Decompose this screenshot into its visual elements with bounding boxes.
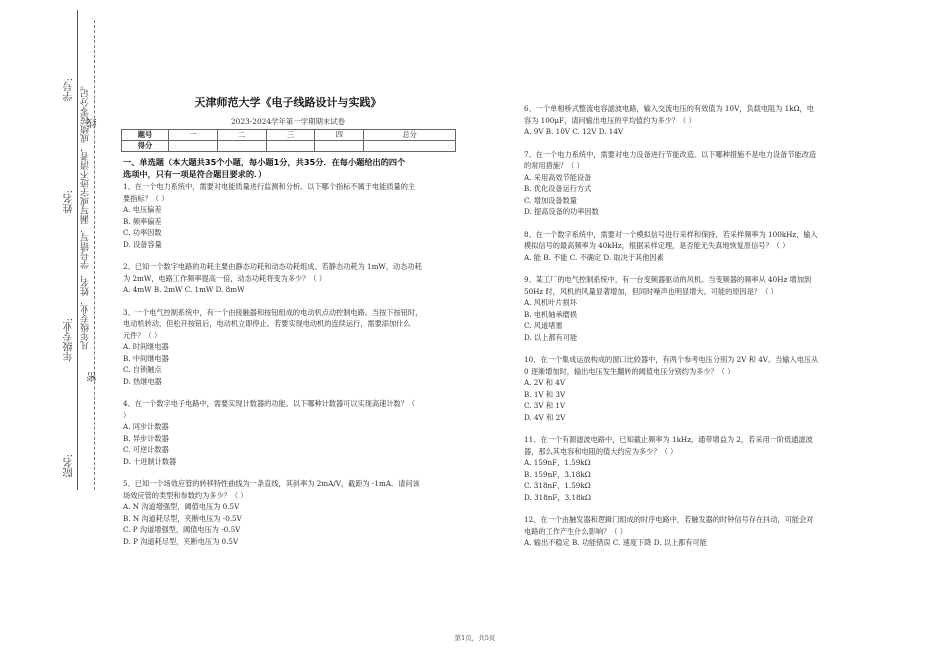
question-stem-line: 2、已知一个数字电路的功耗主要由静态功耗和动态功耗组成。若静态功耗为 1mW，动态功耗 — [123, 262, 422, 271]
question-stem-line: 3、一个电气控制系统中，有一个由接触器和按钮组成的电动机点动控制电路。当按下按钮时， — [123, 307, 423, 317]
answer-option: A. 4mW B. 2mW C. 1mW D. 8mW — [123, 285, 245, 294]
answer-option: A. 159nF，1.59kΩ — [524, 458, 591, 467]
seal-dashed-line — [94, 20, 95, 490]
question-stem-line: 容为 100μF，请问输出电压的平均值约为多少？（ ） — [524, 115, 696, 125]
answer-option: A. 同步计数器 — [123, 422, 169, 431]
answer-option: C. 增加设备数量 — [524, 195, 577, 205]
answer-option: A. 时间继电器 — [123, 342, 169, 351]
answer-option: D. P 沟道耗尽型，夹断电压为 0.5V — [123, 536, 239, 546]
question-stem-line: 4、在一个数字电子电路中，需要实现计数器的功能。以下哪种计数器可以实现高速计数？（ — [123, 399, 416, 408]
question — [123, 479, 453, 547]
answer-option: C. 可逆计数器 — [123, 445, 169, 454]
answer-option: B. 频率偏差 — [123, 216, 162, 226]
question-stem-line: 9、某工厂的电气控制系统中，有一台变频器驱动的风机。当变频器的频率从 40Hz 增加到 — [524, 275, 812, 284]
question — [123, 308, 453, 388]
answer-option: C. 318nF，1.59kΩ — [524, 481, 591, 490]
answer-option: D. 4V 和 2V — [524, 412, 566, 422]
exam-title: 天津师范大学《电子线路设计与实践》 — [194, 96, 382, 109]
score-header-cell: 总分 — [364, 130, 456, 141]
question-stem-line: 电路的工作产生什么影响？（ ） — [524, 526, 627, 536]
question-stem-line: 模拟信号的最高频率为 40kHz，根据采样定理，是否能无失真地恢复原信号？（ ） — [524, 241, 790, 250]
score-cell — [266, 141, 315, 152]
score-header-cell: 三 — [266, 130, 315, 141]
answer-option: A. 电压偏差 — [123, 205, 162, 214]
binding-line — [77, 10, 78, 490]
score-row-label: 得分 — [122, 141, 169, 152]
question-stem-line: 1、在一个电力系统中，需要对电能质量进行监测和分析。以下哪个指标不属于电能质量的主 — [123, 182, 416, 191]
binding-margin — [0, 0, 105, 672]
answer-option: C. 风道堵塞 — [524, 321, 563, 330]
question-stem-line: 为 2mW，电路工作频率提高一倍，动态功耗将变为多少？（ ） — [123, 273, 327, 283]
answer-option: A. 9V B. 10V C. 12V D. 14V — [524, 127, 624, 136]
question-stem-line: 元件？（ ） — [123, 330, 162, 340]
answer-option: C. P 沟道增强型，阈值电压为 -0.5V — [123, 525, 241, 534]
page-footer: 第1页，共5页 — [454, 634, 496, 642]
answer-option: B. 1V 和 3V — [524, 389, 566, 399]
answer-option: B. 电机轴承磨损 — [524, 309, 577, 319]
score-value-row — [122, 141, 456, 152]
question — [524, 435, 864, 503]
question — [524, 104, 864, 138]
answer-option: D. 318nF，3.18kΩ — [524, 492, 591, 502]
score-header-cell: 题号 — [122, 130, 169, 141]
question-stem-line: 10、在一个集成运放构成的窗口比较器中，有两个参考电压分别为 2V 和 4V。当输入电压从 — [524, 355, 819, 364]
answer-option: A. 能 B. 不能 C. 不确定 D. 取决于其他因素 — [524, 252, 664, 262]
section-heading — [123, 156, 458, 180]
answer-option: A. 风机叶片损坏 — [524, 298, 577, 307]
question-stem-line: 50Hz 时，风机的风量显著增加，但同时噪声也明显增大。可能的原因是？（ ） — [524, 286, 778, 296]
answer-option: A. 采用高效节能设备 — [524, 172, 592, 182]
answer-option: D. 设备容量 — [123, 239, 162, 249]
question-stem-line: ） — [123, 410, 131, 420]
question — [123, 262, 453, 296]
score-table — [121, 129, 456, 152]
class-label: 年级专业: — [64, 318, 75, 362]
question-stem-line: 电动机转动，但松开按钮后，电动机立即停止。若要实现电动机的连续运行，需要添加什么 — [123, 319, 411, 328]
seal-notice: 凡年级专业、姓名、学号错写、漏写或字迹不清者，成绩按零分记。 — [81, 80, 91, 350]
seal-mark-line: 线 — [88, 118, 99, 128]
answer-option: B. 优化设备运行方式 — [524, 184, 592, 193]
question-stem-line: 0 逐渐增加时，输出电压发生翻转的阈值电压分别约为多少？（ ） — [524, 366, 735, 376]
question-stem-line: 11、在一个有源滤波电路中，已知截止频率为 1kHz，通带增益为 2，若采用一阶低通滤波 — [524, 435, 813, 444]
question-stem-line: 要指标？（ ） — [123, 193, 169, 203]
answer-option: C. 3V 和 1V — [524, 401, 566, 410]
question — [524, 515, 864, 549]
college-label: 院名: — [64, 454, 75, 478]
question-stem-line: 5、已知一个场效应管的转移特性曲线为一条直线，其斜率为 2mA/V，截距为 -1mA。请问该 — [123, 479, 420, 488]
question-stem-line: 8、在一个数字系统中，需要对一个模拟信号进行采样和保持，若采样频率为 100kHz，输入 — [524, 229, 818, 239]
student-name-label: 姓名: — [64, 190, 75, 214]
answer-option: B. 异步计数器 — [123, 433, 169, 443]
score-header-row — [122, 130, 456, 141]
right-question-column — [524, 104, 864, 561]
exam-subtitle: 2023-2024学年第一学期期末试卷 — [230, 117, 346, 126]
section-heading-line: 选项中，只有一项是符合题目要求的．） — [123, 169, 267, 179]
question-stem-line: 12、在一个由触发器和逻辑门组成的时序电路中，若触发器的时钟信号存在抖动，可能会对 — [524, 515, 814, 524]
question — [123, 399, 453, 467]
question — [524, 230, 864, 264]
question-stem-line: 场效应管的类型和参数约为多少？（ ） — [123, 490, 248, 500]
question — [524, 355, 864, 423]
section-heading-line: 一、单选题（本大题共35个小题，每小题1分，共35分．在每小题给出的四个 — [123, 157, 406, 167]
answer-option: C. 功率因数 — [123, 228, 162, 237]
score-cell — [315, 141, 364, 152]
answer-option: D. 十进制计数器 — [123, 456, 177, 466]
score-header-cell: 一 — [169, 130, 218, 141]
answer-option: A. 2V 和 4V — [524, 378, 566, 387]
answer-option: A. 输出不稳定 B. 功能错误 C. 速度下降 D. 以上都有可能 — [524, 538, 707, 547]
question — [123, 182, 453, 250]
score-cell — [217, 141, 266, 152]
left-question-column — [123, 182, 453, 559]
score-cell — [364, 141, 456, 152]
answer-option: A. N 沟道增强型，阈值电压为 0.5V — [123, 502, 240, 511]
answer-option: D. 提高设备的功率因数 — [524, 207, 599, 216]
question — [524, 275, 864, 343]
seal-mark-seal: 密 — [88, 372, 99, 382]
question-stem-line: 器，那么其电容和电阻的值大约应为多少？（ ） — [524, 446, 678, 456]
answer-option: D. 以上都有可能 — [524, 332, 578, 342]
answer-option: B. N 沟道耗尽型，夹断电压为 -0.5V — [123, 513, 242, 523]
answer-option: C. 自锁触点 — [123, 365, 162, 374]
question — [524, 150, 864, 218]
answer-option: B. 中间继电器 — [123, 353, 169, 363]
score-header-cell: 四 — [315, 130, 364, 141]
question-stem-line: 6、一个单相桥式整流电容滤波电路，输入交流电压的有效值为 10V，负载电阻为 1kΩ，电 — [524, 104, 814, 113]
question-stem-line: 的常用措施？（ ） — [524, 161, 584, 170]
score-cell — [169, 141, 218, 152]
score-header-cell: 二 — [217, 130, 266, 141]
answer-option: D. 热继电器 — [123, 376, 162, 386]
answer-option: B. 159nF，3.18kΩ — [524, 469, 591, 479]
student-id-label: 学号: — [64, 78, 75, 102]
question-stem-line: 7、在一个电力系统中，需要对电力设备进行节能改造。以下哪种措施不是电力设备节能改造 — [524, 149, 817, 159]
